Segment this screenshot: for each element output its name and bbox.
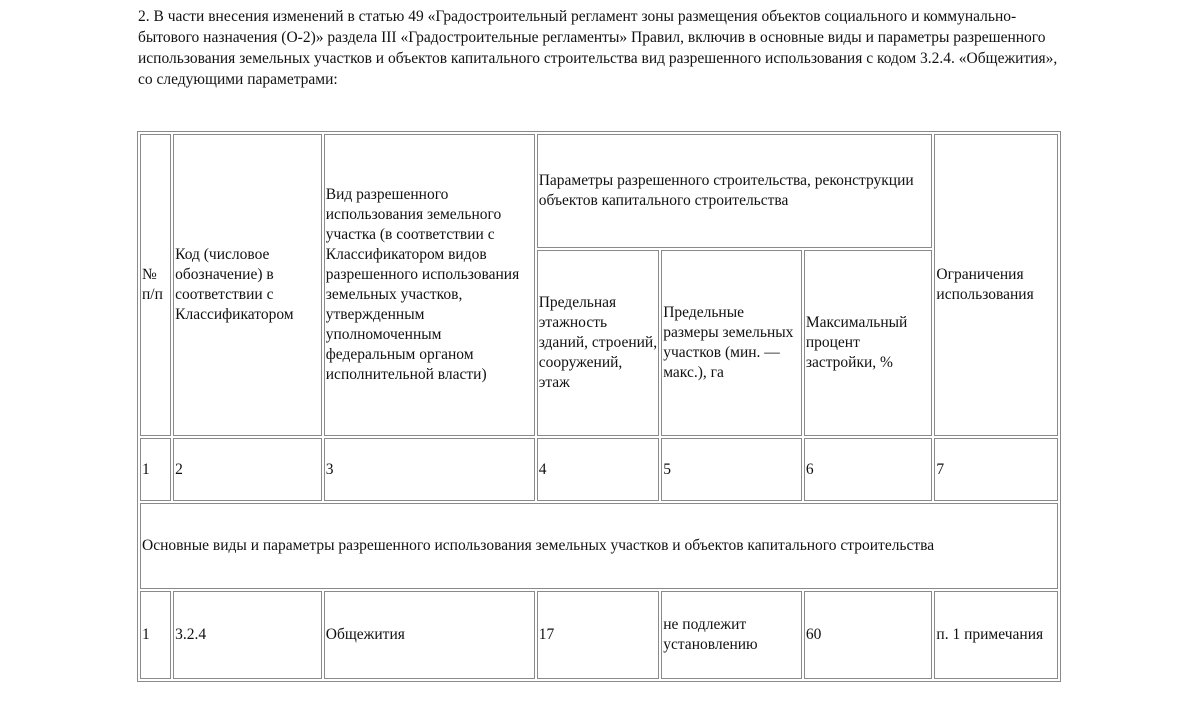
header-type: Вид разрешенного использования земельного участка (в соответствии с Классификатором видов разрешенного использования земельных участков, утвержденным уполномоченным федеральным органом исполнительной власти) bbox=[324, 134, 535, 436]
column-number: 4 bbox=[537, 438, 660, 501]
row-floors: 17 bbox=[537, 591, 660, 679]
header-params-group: Параметры разрешенного строительства, реконструкции объектов капитального строительства bbox=[537, 134, 933, 248]
row-code: 3.2.4 bbox=[173, 591, 322, 679]
row-restrictions: п. 1 примечания bbox=[934, 591, 1058, 679]
header-restrictions: Ограничения использования bbox=[934, 134, 1058, 436]
section-title: Основные виды и параметры разрешенного использования земельных участков и объектов капитального строительства bbox=[140, 503, 1058, 589]
regulation-table bbox=[137, 131, 1061, 682]
header-max-percent: Максимальный процент застройки, % bbox=[804, 250, 933, 436]
column-number: 1 bbox=[140, 438, 171, 501]
header-plot-size: Предельные размеры земельных участков (мин. — макс.), га bbox=[661, 250, 802, 436]
column-number-row bbox=[140, 438, 1058, 501]
row-type: Общежития bbox=[324, 591, 535, 679]
column-number: 7 bbox=[934, 438, 1058, 501]
table-row bbox=[140, 591, 1058, 679]
header-num: № п/п bbox=[140, 134, 171, 436]
column-number: 3 bbox=[324, 438, 535, 501]
intro-paragraph: 2. В части внесения изменений в статью 49 «Градостроительный регламент зоны размещения объектов социального и коммунально-бытового назначения (О-2)» раздела III «Градостроительные регламенты» Правил, включив в основные виды и параметры разрешенного использования земельных участков и объектов капитального строительства вид разрешенного использования с кодом 3.2.4. «Общежития», со следующими параметрами: bbox=[138, 8, 1058, 88]
header-floors: Предельная этажность зданий, строений, сооружений, этаж bbox=[537, 250, 660, 436]
row-num: 1 bbox=[140, 591, 171, 679]
column-number: 2 bbox=[173, 438, 322, 501]
row-plot-size: не подлежит установлению bbox=[661, 591, 802, 679]
column-number: 6 bbox=[804, 438, 933, 501]
row-max-percent: 60 bbox=[804, 591, 933, 679]
header-code: Код (числовое обозначение) в соответствии с Классификатором bbox=[173, 134, 322, 436]
section-row bbox=[140, 503, 1058, 589]
column-number: 5 bbox=[661, 438, 802, 501]
header-row bbox=[140, 134, 1058, 248]
